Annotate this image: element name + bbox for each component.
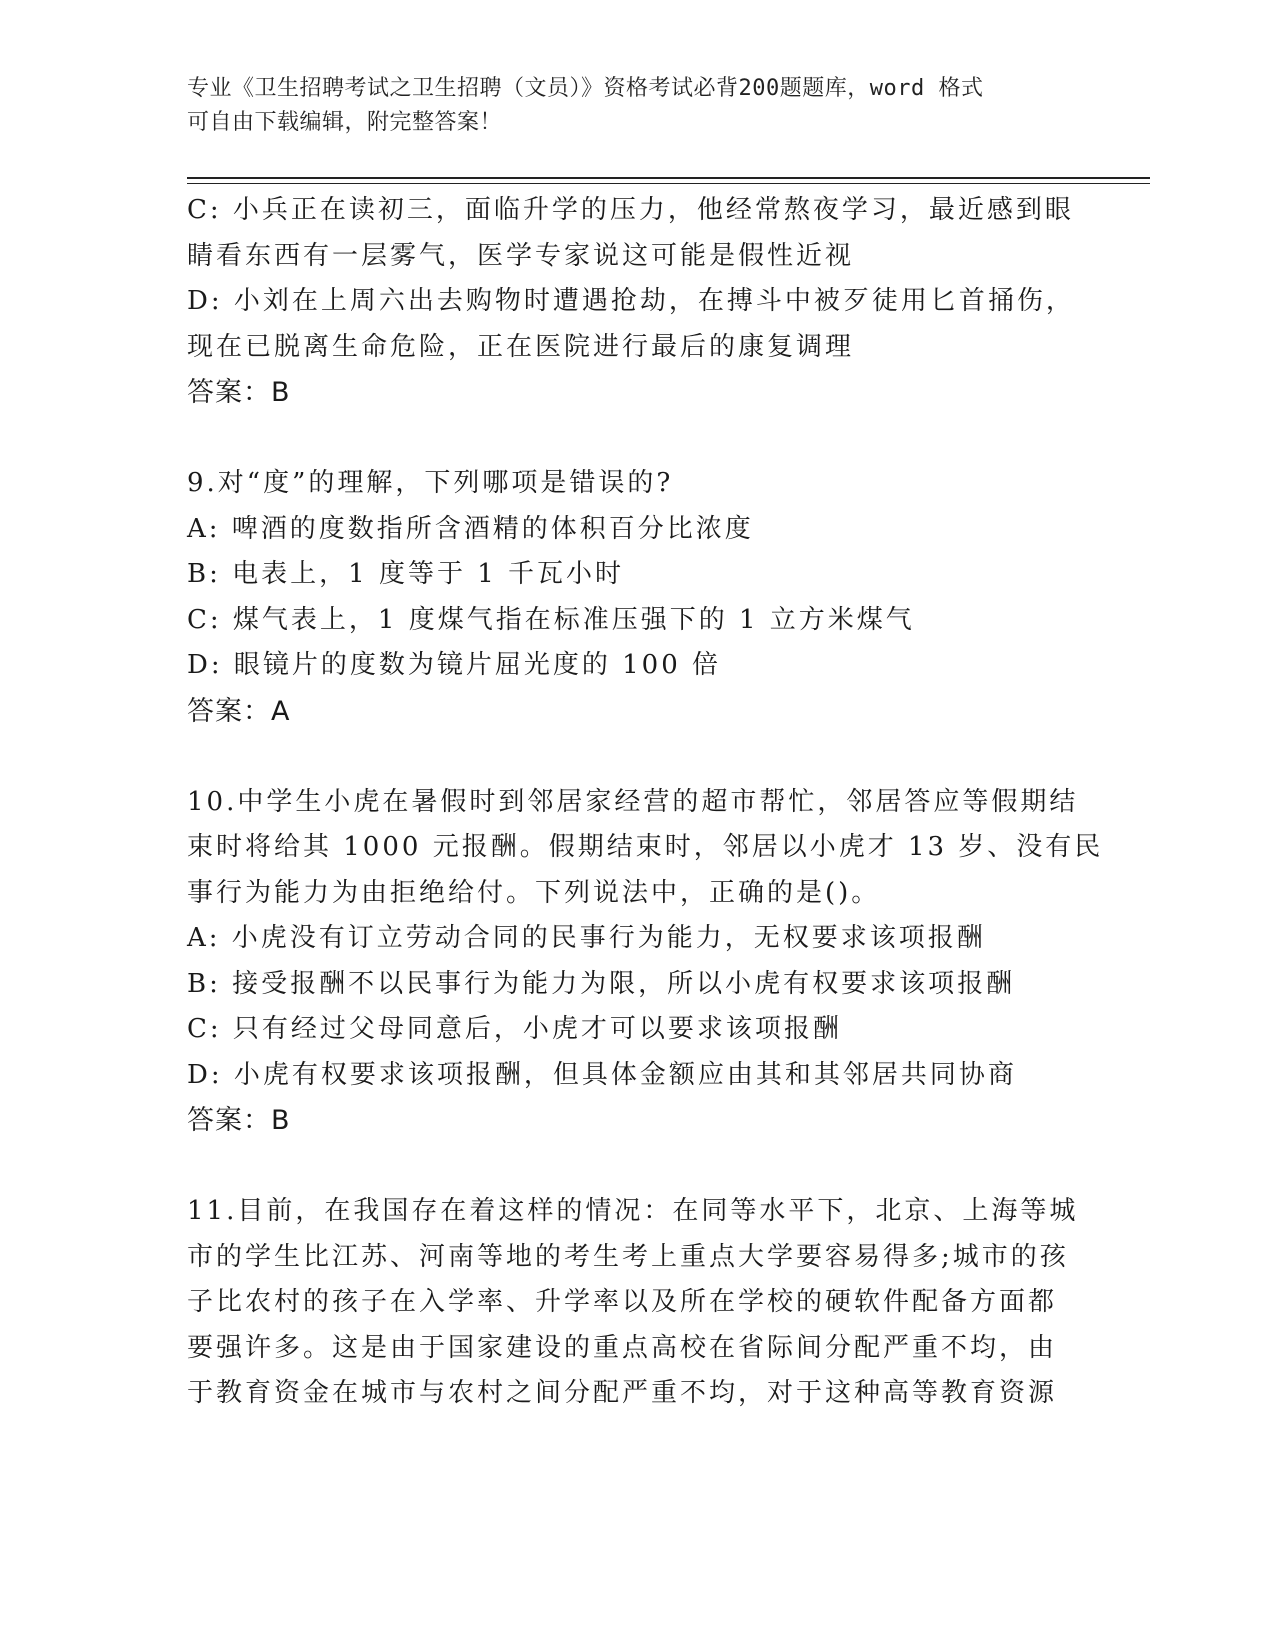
header-title-line-2: 可自由下载编辑，附完整答案！ xyxy=(187,110,503,135)
header-divider-thick xyxy=(187,177,1150,179)
q11-stem-line-2: 市的学生比江苏、河南等地的考生考上重点大学要容易得多;城市的孩 xyxy=(187,1241,1069,1272)
header-divider-thin xyxy=(187,183,1150,184)
q10-stem-line-3: 事行为能力为由拒绝给付。下列说法中，正确的是()。 xyxy=(187,877,881,908)
q8-option-c-line-2: 睛看东西有一层雾气，医学专家说这可能是假性近视 xyxy=(187,240,855,271)
q10-option-a: A: 小虎没有订立劳动合同的民事行为能力，无权要求该项报酬 xyxy=(187,923,986,953)
q10-option-d: D: 小虎有权要求该项报酬，但具体金额应由其和其邻居共同协商 xyxy=(187,1059,1017,1090)
q10-stem-line-2: 束时将给其 1000 元报酬。假期结束时，邻居以小虎才 13 岁、没有民 xyxy=(187,832,1104,862)
q10-answer: 答案：B xyxy=(187,1105,291,1136)
q9-option-c: C: 煤气表上，1 度煤气指在标准压强下的 1 立方米煤气 xyxy=(187,604,915,635)
q9-stem: 9.对“度”的理解，下列哪项是错误的? xyxy=(187,468,674,498)
q10-option-c: C: 只有经过父母同意后，小虎才可以要求该项报酬 xyxy=(187,1014,842,1044)
question-10 xyxy=(187,780,1104,1144)
q11-stem-line-1: 11.目前，在我国存在着这样的情况：在同等水平下，北京、上海等城 xyxy=(187,1196,1079,1226)
spacer xyxy=(187,416,1087,462)
q8-answer: 答案：B xyxy=(187,377,291,408)
question-9 xyxy=(187,461,1087,734)
q10-option-b: B: 接受报酬不以民事行为能力为限，所以小虎有权要求该项报酬 xyxy=(187,968,1016,999)
q8-option-d-line-1: D: 小刘在上周六出去购物时遭遇抢劫，在搏斗中被歹徒用匕首捅伤， xyxy=(187,286,1075,316)
q9-option-a: A: 啤酒的度数指所含酒精的体积百分比浓度 xyxy=(187,513,754,544)
q11-stem-line-3: 子比农村的孩子在入学率、升学率以及所在学校的硬软件配备方面都 xyxy=(187,1287,1058,1317)
document-header xyxy=(187,72,1087,140)
q8-option-d-line-2: 现在已脱离生命危险，正在医院进行最后的康复调理 xyxy=(187,331,855,362)
q11-stem-line-4: 要强许多。这是由于国家建设的重点高校在省际间分配严重不均，由 xyxy=(187,1332,1058,1363)
header-title-line-1: 专业《卫生招聘考试之卫生招聘（文员）》资格考试必背200题题库，word 格式 xyxy=(187,76,984,101)
document-body xyxy=(187,188,1104,1417)
q9-answer: 答案：A xyxy=(187,695,291,727)
q11-stem-line-5: 于教育资金在城市与农村之间分配严重不均，对于这种高等教育资源 xyxy=(187,1378,1058,1408)
question-11 xyxy=(187,1189,1087,1417)
q8-option-c-line-1: C: 小兵正在读初三，面临升学的压力，他经常熬夜学习，最近感到眼 xyxy=(187,195,1074,225)
q10-stem-line-1: 10.中学生小虎在暑假时到邻居家经营的超市帮忙，邻居答应等假期结 xyxy=(187,786,1079,817)
q9-option-b: B: 电表上，1 度等于 1 千瓦小时 xyxy=(187,559,625,589)
spacer xyxy=(187,734,1087,780)
question-8 xyxy=(187,188,1087,416)
spacer xyxy=(187,1144,1087,1190)
q9-option-d: D: 眼镜片的度数为镜片屈光度的 100 倍 xyxy=(187,650,722,680)
